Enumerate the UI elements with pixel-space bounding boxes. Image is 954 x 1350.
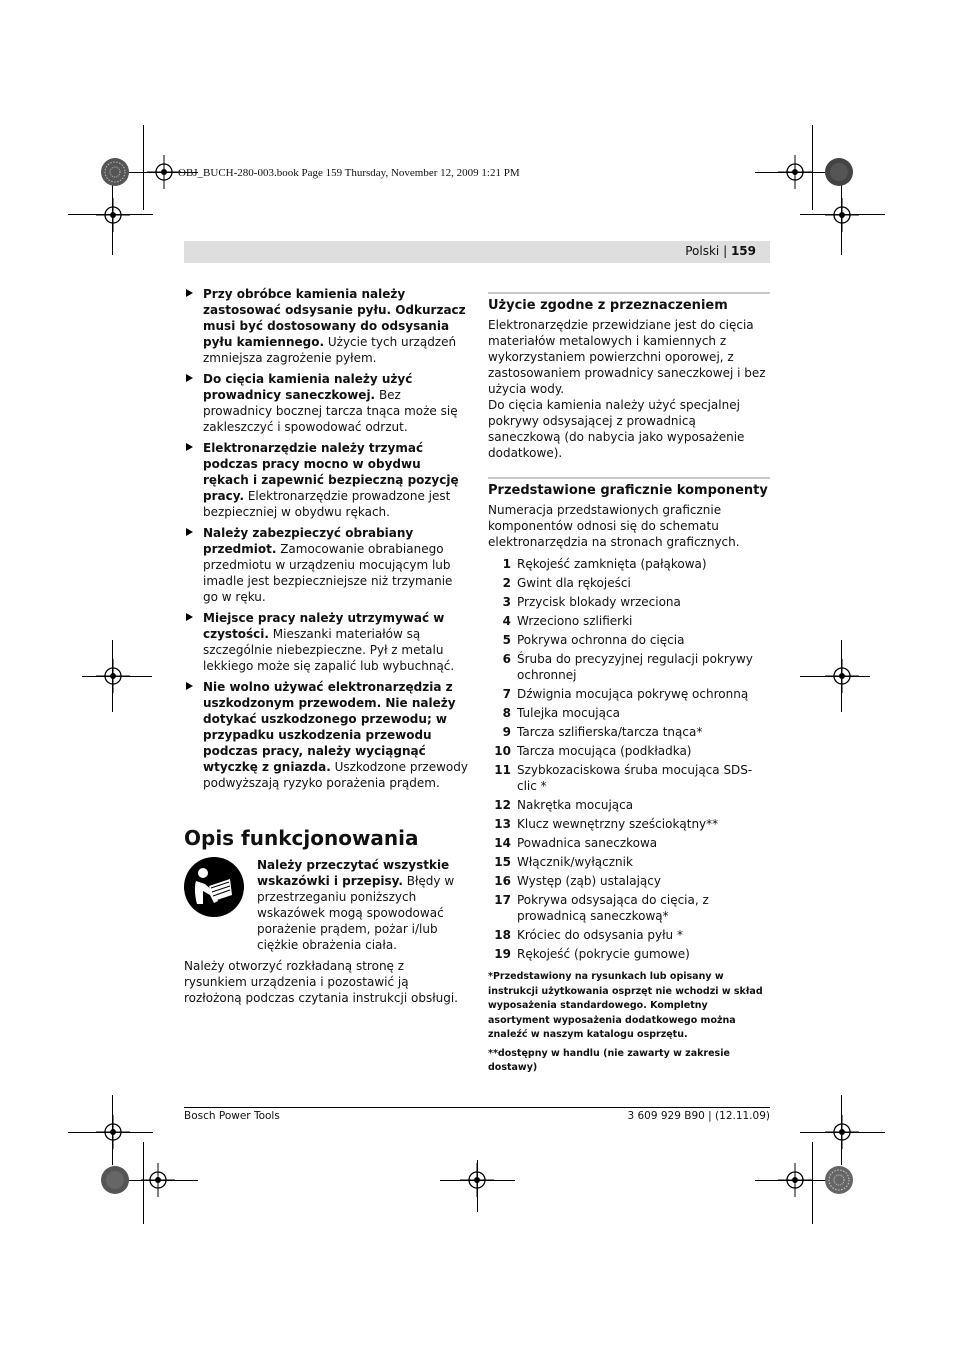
- list-item-text: Tarcza mocująca (podkładka): [517, 744, 692, 758]
- starburst-disk-icon: [824, 1165, 854, 1195]
- list-item-number: 8: [502, 706, 511, 720]
- list-item-number: 7: [502, 687, 511, 701]
- bullet-bold-text: Elektronarzędzie należy trzymać podczas pracy mocno w obydwu rękach i zapewnić bezpieczną pozycję pracy.: [203, 441, 459, 503]
- warning-bold-text: Należy przeczytać wszystkie wskazówki i przepisy.: [257, 858, 450, 888]
- bullet-bold-text: Do cięcia kamienia należy użyć prowadnicy saneczkowej.: [203, 372, 413, 402]
- bullet-arrow-icon: [186, 528, 193, 536]
- intended-use-title: Użycie zgodne z przeznaczeniem: [488, 298, 728, 313]
- list-item: [488, 762, 770, 794]
- list-item-text: Występ (ząb) ustalający: [517, 874, 661, 888]
- list-item: [488, 556, 770, 572]
- starburst-disk-icon: [100, 157, 130, 187]
- list-item-number: 13: [494, 817, 511, 831]
- list-item-text: Powadnica saneczkowa: [517, 836, 658, 850]
- list-item-number: 6: [502, 652, 511, 666]
- bullet-bold-text: Nie wolno używać elektronarzędzia z uszkodzonym przewodem. Nie należy dotykać uszkodzonego przewodu; w przypadku uszkodzenia przewodu podczas pracy, należy wyciągnąć wtyczkę z gniazda.: [203, 680, 456, 774]
- bullet-bold-text: Miejsce pracy należy utrzymywać w czystości.: [203, 611, 445, 641]
- footnote: *Przedstawiony na rysunkach lub opisany w instrukcji użytkowania osprzęt nie wchodzi w skład wyposażenia standardowego. Kompletny asortyment wyposażenia dodatkowego można znaleźć w naszym katalogu osprzętu.: [488, 971, 763, 1040]
- list-item-text: Włącznik/wyłącznik: [517, 855, 633, 869]
- registration-mark-icon: [147, 155, 181, 189]
- list-item: [488, 575, 770, 591]
- list-item-text: Tarcza szlifierska/tarcza tnąca*: [517, 725, 703, 739]
- list-item: [488, 835, 770, 851]
- list-item-number: 3: [502, 595, 511, 609]
- registration-mark-icon: [460, 1163, 494, 1197]
- list-item: [488, 797, 770, 813]
- bullet-text: Zamocowanie obrabianego przedmiotu w urządzeniu mocującym lub imadle jest bezpieczniejsze niż trzymanie go w ręku.: [203, 542, 453, 604]
- bullet-arrow-icon: [186, 374, 193, 382]
- list-item: [488, 816, 770, 832]
- components-intro: Numeracja przedstawionych graficznie komponentów odnosi się do schematu elektronarzędzia na stronach graficznych.: [488, 503, 740, 549]
- list-item: [488, 854, 770, 870]
- header-separator: |: [723, 244, 728, 258]
- bullet-arrow-icon: [186, 289, 193, 297]
- bullet-bold-text: Należy zabezpieczyć obrabiany przedmiot.: [203, 526, 414, 556]
- list-item-number: 15: [494, 855, 511, 869]
- page-number: 159: [730, 244, 756, 258]
- safety-bullet: [184, 440, 469, 520]
- registration-mark-icon: [141, 1163, 175, 1197]
- list-item-number: 9: [502, 725, 511, 739]
- list-item: [488, 892, 770, 924]
- registration-mark-icon: [825, 1115, 859, 1149]
- list-item-number: 4: [502, 614, 511, 628]
- footnote: **dostępny w handlu (nie zawarty w zakresie dostawy): [488, 1047, 730, 1073]
- list-item-number: 1: [502, 557, 511, 571]
- safety-bullet: [184, 286, 469, 366]
- registration-mark-icon: [778, 155, 812, 189]
- list-item-text: Tulejka mocująca: [517, 706, 620, 720]
- list-item-number: 19: [494, 947, 511, 961]
- list-item: [488, 743, 770, 759]
- list-item-text: Wrzeciono szlifierki: [517, 614, 633, 628]
- components-title: Przedstawione graficznie komponenty: [488, 483, 768, 498]
- list-item-number: 16: [494, 874, 511, 888]
- bullet-arrow-icon: [186, 613, 193, 621]
- starburst-disk-icon: [100, 1165, 130, 1195]
- list-item: [488, 594, 770, 610]
- components-section: [488, 477, 770, 1076]
- list-item-text: Szybkozaciskowa śruba mocująca SDS-clic *: [517, 763, 753, 793]
- intended-use-paragraph: Do cięcia kamienia należy użyć specjalnej pokrywy odsysającej z prowadnicą saneczkową (do nabycia jako wyposażenie dodatkowe).: [488, 398, 745, 460]
- registration-mark-icon: [825, 198, 859, 232]
- print-info-line: OBJ_BUCH-280-003.book Page 159 Thursday, November 12, 2009 1:21 PM: [178, 167, 520, 179]
- list-item-text: Przycisk blokady wrzeciona: [517, 595, 681, 609]
- list-item-text: Klucz wewnętrzny sześciokątny**: [517, 817, 719, 831]
- list-item-text: Dźwignia mocująca pokrywę ochronną: [517, 687, 749, 701]
- list-item: [488, 686, 770, 702]
- registration-mark-icon: [825, 659, 859, 693]
- closing-paragraph: Należy otworzyć rozkładaną stronę z rysunkiem urządzenia i pozostawić ją rozłożoną podczas czytania instrukcji obsługi.: [184, 959, 458, 1005]
- right-column: [488, 292, 770, 1076]
- registration-mark-icon: [96, 198, 130, 232]
- list-item: [488, 927, 770, 943]
- list-item-number: 18: [494, 928, 511, 942]
- list-item-text: Pokrywa odsysająca do cięcia, z prowadnicą saneczkową*: [517, 893, 709, 923]
- bullet-text: Uszkodzone przewody podwyższają ryzyko porażenia prądem.: [203, 760, 468, 790]
- bullet-arrow-icon: [186, 443, 193, 451]
- list-item: [488, 632, 770, 648]
- list-item: [488, 613, 770, 629]
- components-list: [488, 556, 770, 962]
- crop-mark-icon: [812, 1142, 813, 1224]
- list-item-text: Nakrętka mocująca: [517, 798, 634, 812]
- list-item-text: Króciec do odsysania pyłu *: [517, 928, 683, 942]
- safety-bullet: [184, 679, 469, 791]
- warning-text: Błędy w przestrzeganiu poniższych wskazówek mogą spowodować porażenie prądem, pożar i/lub ciężkie obrażenia ciała.: [257, 874, 455, 952]
- crop-mark-icon: [812, 125, 813, 210]
- footer-brand: Bosch Power Tools: [184, 1110, 280, 1122]
- registration-mark-icon: [778, 1163, 812, 1197]
- safety-bullet: [184, 610, 469, 674]
- list-item-number: 11: [494, 763, 511, 777]
- registration-mark-icon: [96, 1115, 130, 1149]
- list-item-text: Gwint dla rękojeści: [517, 576, 631, 590]
- registration-mark-icon: [96, 659, 130, 693]
- bullet-text: Mieszanki materiałów są szczególnie niebezpieczne. Pył z metalu lekkiego może się zapalić lub wybuchnąć.: [203, 627, 455, 673]
- safety-bullet: [184, 371, 469, 435]
- list-item-number: 14: [494, 836, 511, 850]
- footer-doc-number: 3 609 929 B90 | (12.11.09): [627, 1110, 770, 1122]
- bullet-text: Bez prowadnicy bocznej tarcza tnąca może się zakleszczyć i spowodować odrzut.: [203, 388, 458, 434]
- bullet-text: Użycie tych urządzeń zmniejsza zagrożenie pyłem.: [203, 335, 457, 365]
- list-item-number: 10: [494, 744, 511, 758]
- header-language: Polski: [685, 244, 720, 258]
- list-item-number: 17: [494, 893, 511, 907]
- bullet-arrow-icon: [186, 682, 193, 690]
- list-item-text: Rękojeść zamknięta (pałąkowa): [517, 557, 707, 571]
- list-item: [488, 651, 770, 683]
- crop-mark-icon: [143, 125, 144, 210]
- section-title: Opis funkcjonowania: [184, 826, 419, 850]
- footer-divider: [184, 1107, 770, 1108]
- list-item-text: Śruba do precyzyjnej regulacji pokrywy ochronnej: [517, 652, 753, 682]
- list-item-text: Rękojeść (pokrycie gumowe): [517, 947, 690, 961]
- starburst-disk-icon: [824, 157, 854, 187]
- list-item: [488, 705, 770, 721]
- list-item: [488, 946, 770, 962]
- safety-bullet: [184, 525, 469, 605]
- intended-use-section: [488, 292, 770, 461]
- list-item-number: 5: [502, 633, 511, 647]
- list-item: [488, 873, 770, 889]
- bullet-bold-text: Przy obróbce kamienia należy zastosować odsysanie pyłu. Odkurzacz musi być dostosowany do odsysania pyłu kamiennego.: [203, 287, 466, 349]
- list-item: [488, 724, 770, 740]
- intended-use-paragraph: Elektronarzędzie przewidziane jest do cięcia materiałów metalowych i kamiennych z wykorzystaniem powierzchni oporowej, z zastosowaniem prowadnicy saneczkowej i bez użycia wody.: [488, 318, 766, 396]
- list-item-number: 12: [494, 798, 511, 812]
- page-header: [184, 241, 770, 263]
- list-item-text: Pokrywa ochronna do cięcia: [517, 633, 685, 647]
- read-manual-icon: [184, 857, 244, 917]
- left-column: [184, 286, 469, 1006]
- read-manual-warning: [184, 857, 469, 953]
- list-item-number: 2: [502, 576, 511, 590]
- bullet-text: Elektronarzędzie prowadzone jest bezpieczniej w obydwu rękach.: [203, 489, 451, 519]
- header-text: [685, 244, 756, 258]
